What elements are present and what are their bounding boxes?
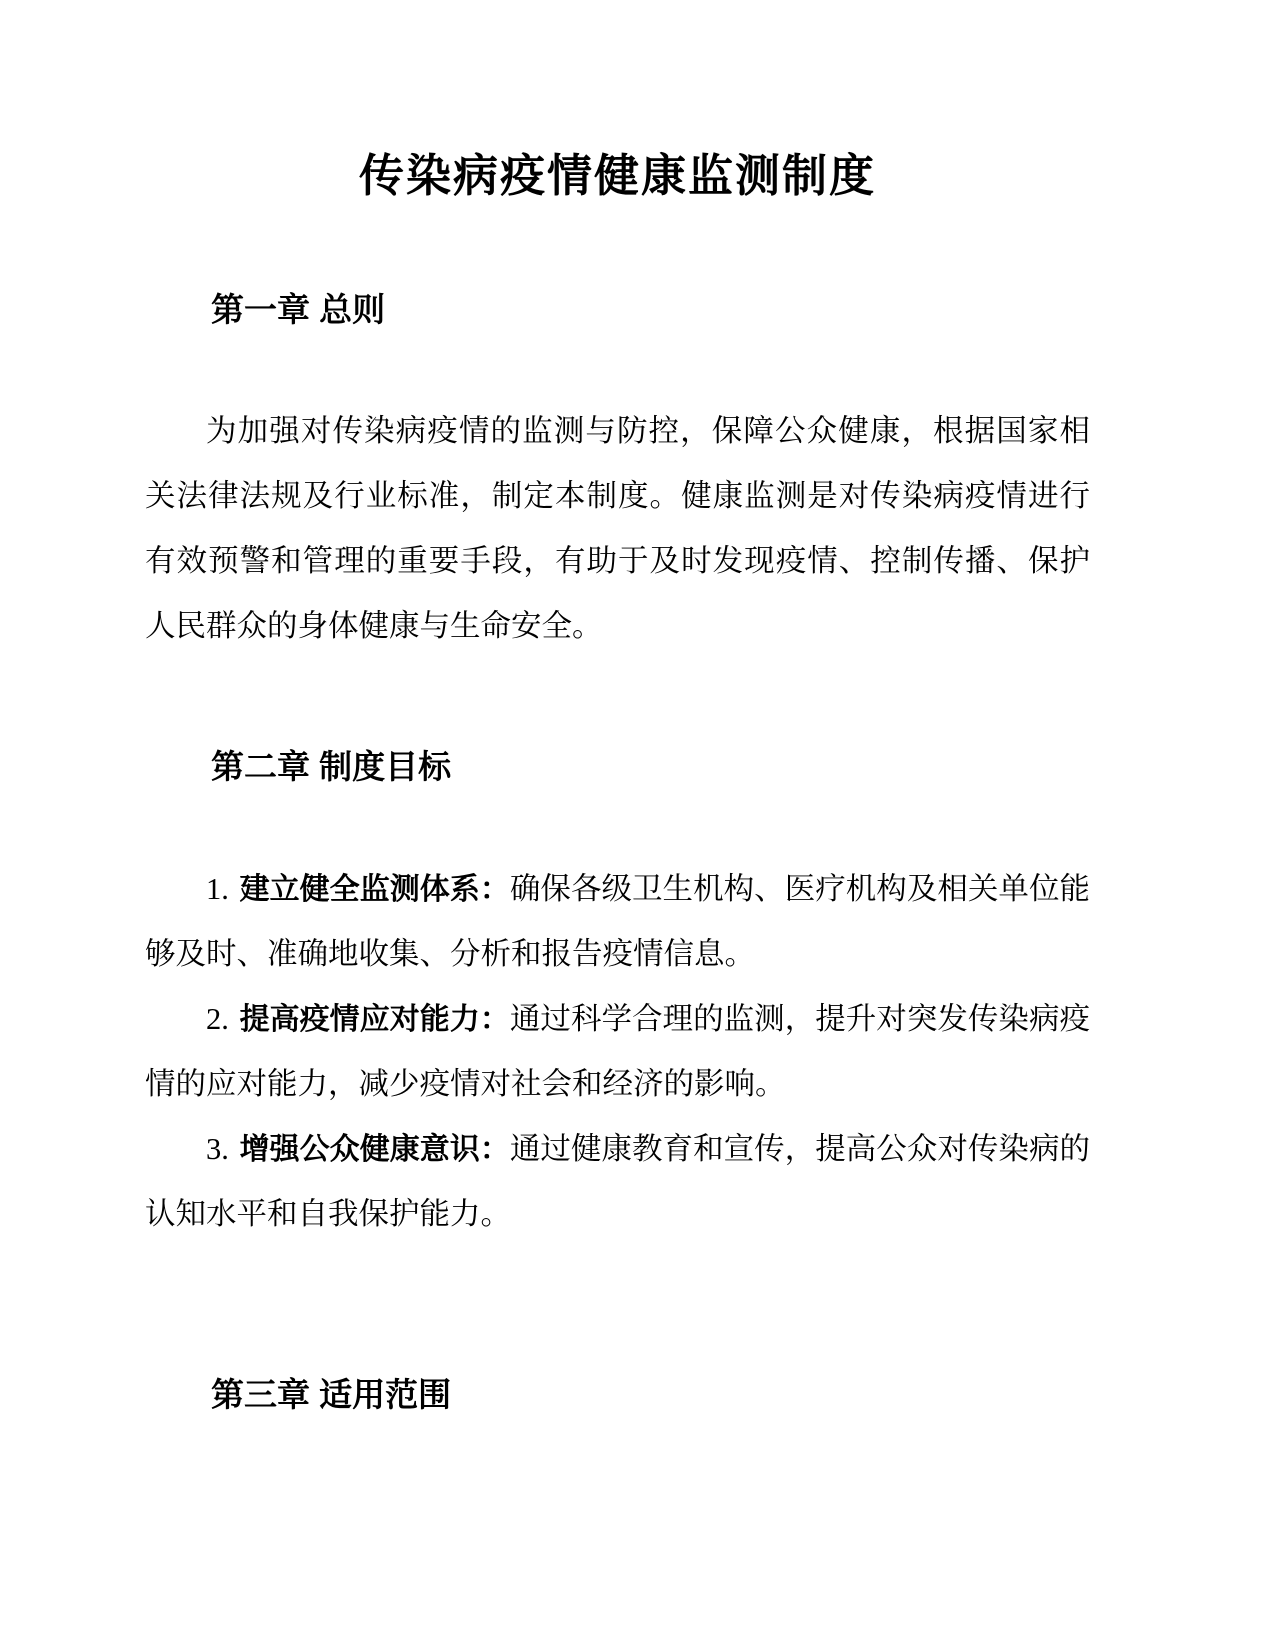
objective-item-2 xyxy=(145,987,1090,1117)
chapter-1-heading: 第一章 总则 xyxy=(211,290,386,328)
objective-item-3-number: 3. xyxy=(206,1131,229,1166)
objective-item-1 xyxy=(145,857,1090,987)
document-title: 传染病疫情健康监测制度 xyxy=(358,150,876,201)
chapter-1-paragraph: 为加强对传染病疫情的监测与防控，保障公众健康，根据国家相关法律法规及行业标准，制定本制度。健康监测是对传染病疫情进行有效预警和管理的重要手段，有助于及时发现疫情、控制传播、保护人民群众的身体健康与生命安全。 xyxy=(145,414,1090,644)
objective-item-2-text: 通过科学合理的监测，提升对突发传染病疫情的应对能力，减少疫情对社会和经济的影响。 xyxy=(145,1001,1091,1101)
objective-item-2-number: 2. xyxy=(206,1001,229,1036)
objective-item-3-text: 通过健康教育和宣传，提高公众对传染病的认知水平和自我保护能力。 xyxy=(145,1131,1091,1231)
objective-item-1-text: 确保各级卫生机构、医疗机构及相关单位能够及时、准确地收集、分析和报告疫情信息。 xyxy=(145,871,1091,971)
objective-item-1-number: 1. xyxy=(206,871,229,906)
chapter-2-heading: 第二章 制度目标 xyxy=(211,748,452,786)
objective-item-2-label: 提高疫情应对能力： xyxy=(239,1002,510,1036)
chapter-3-heading: 第三章 适用范围 xyxy=(211,1375,452,1413)
objective-item-1-label: 建立健全监测体系： xyxy=(239,872,510,906)
objective-item-3-label: 增强公众健康意识： xyxy=(239,1132,510,1166)
objective-item-3 xyxy=(145,1117,1090,1247)
